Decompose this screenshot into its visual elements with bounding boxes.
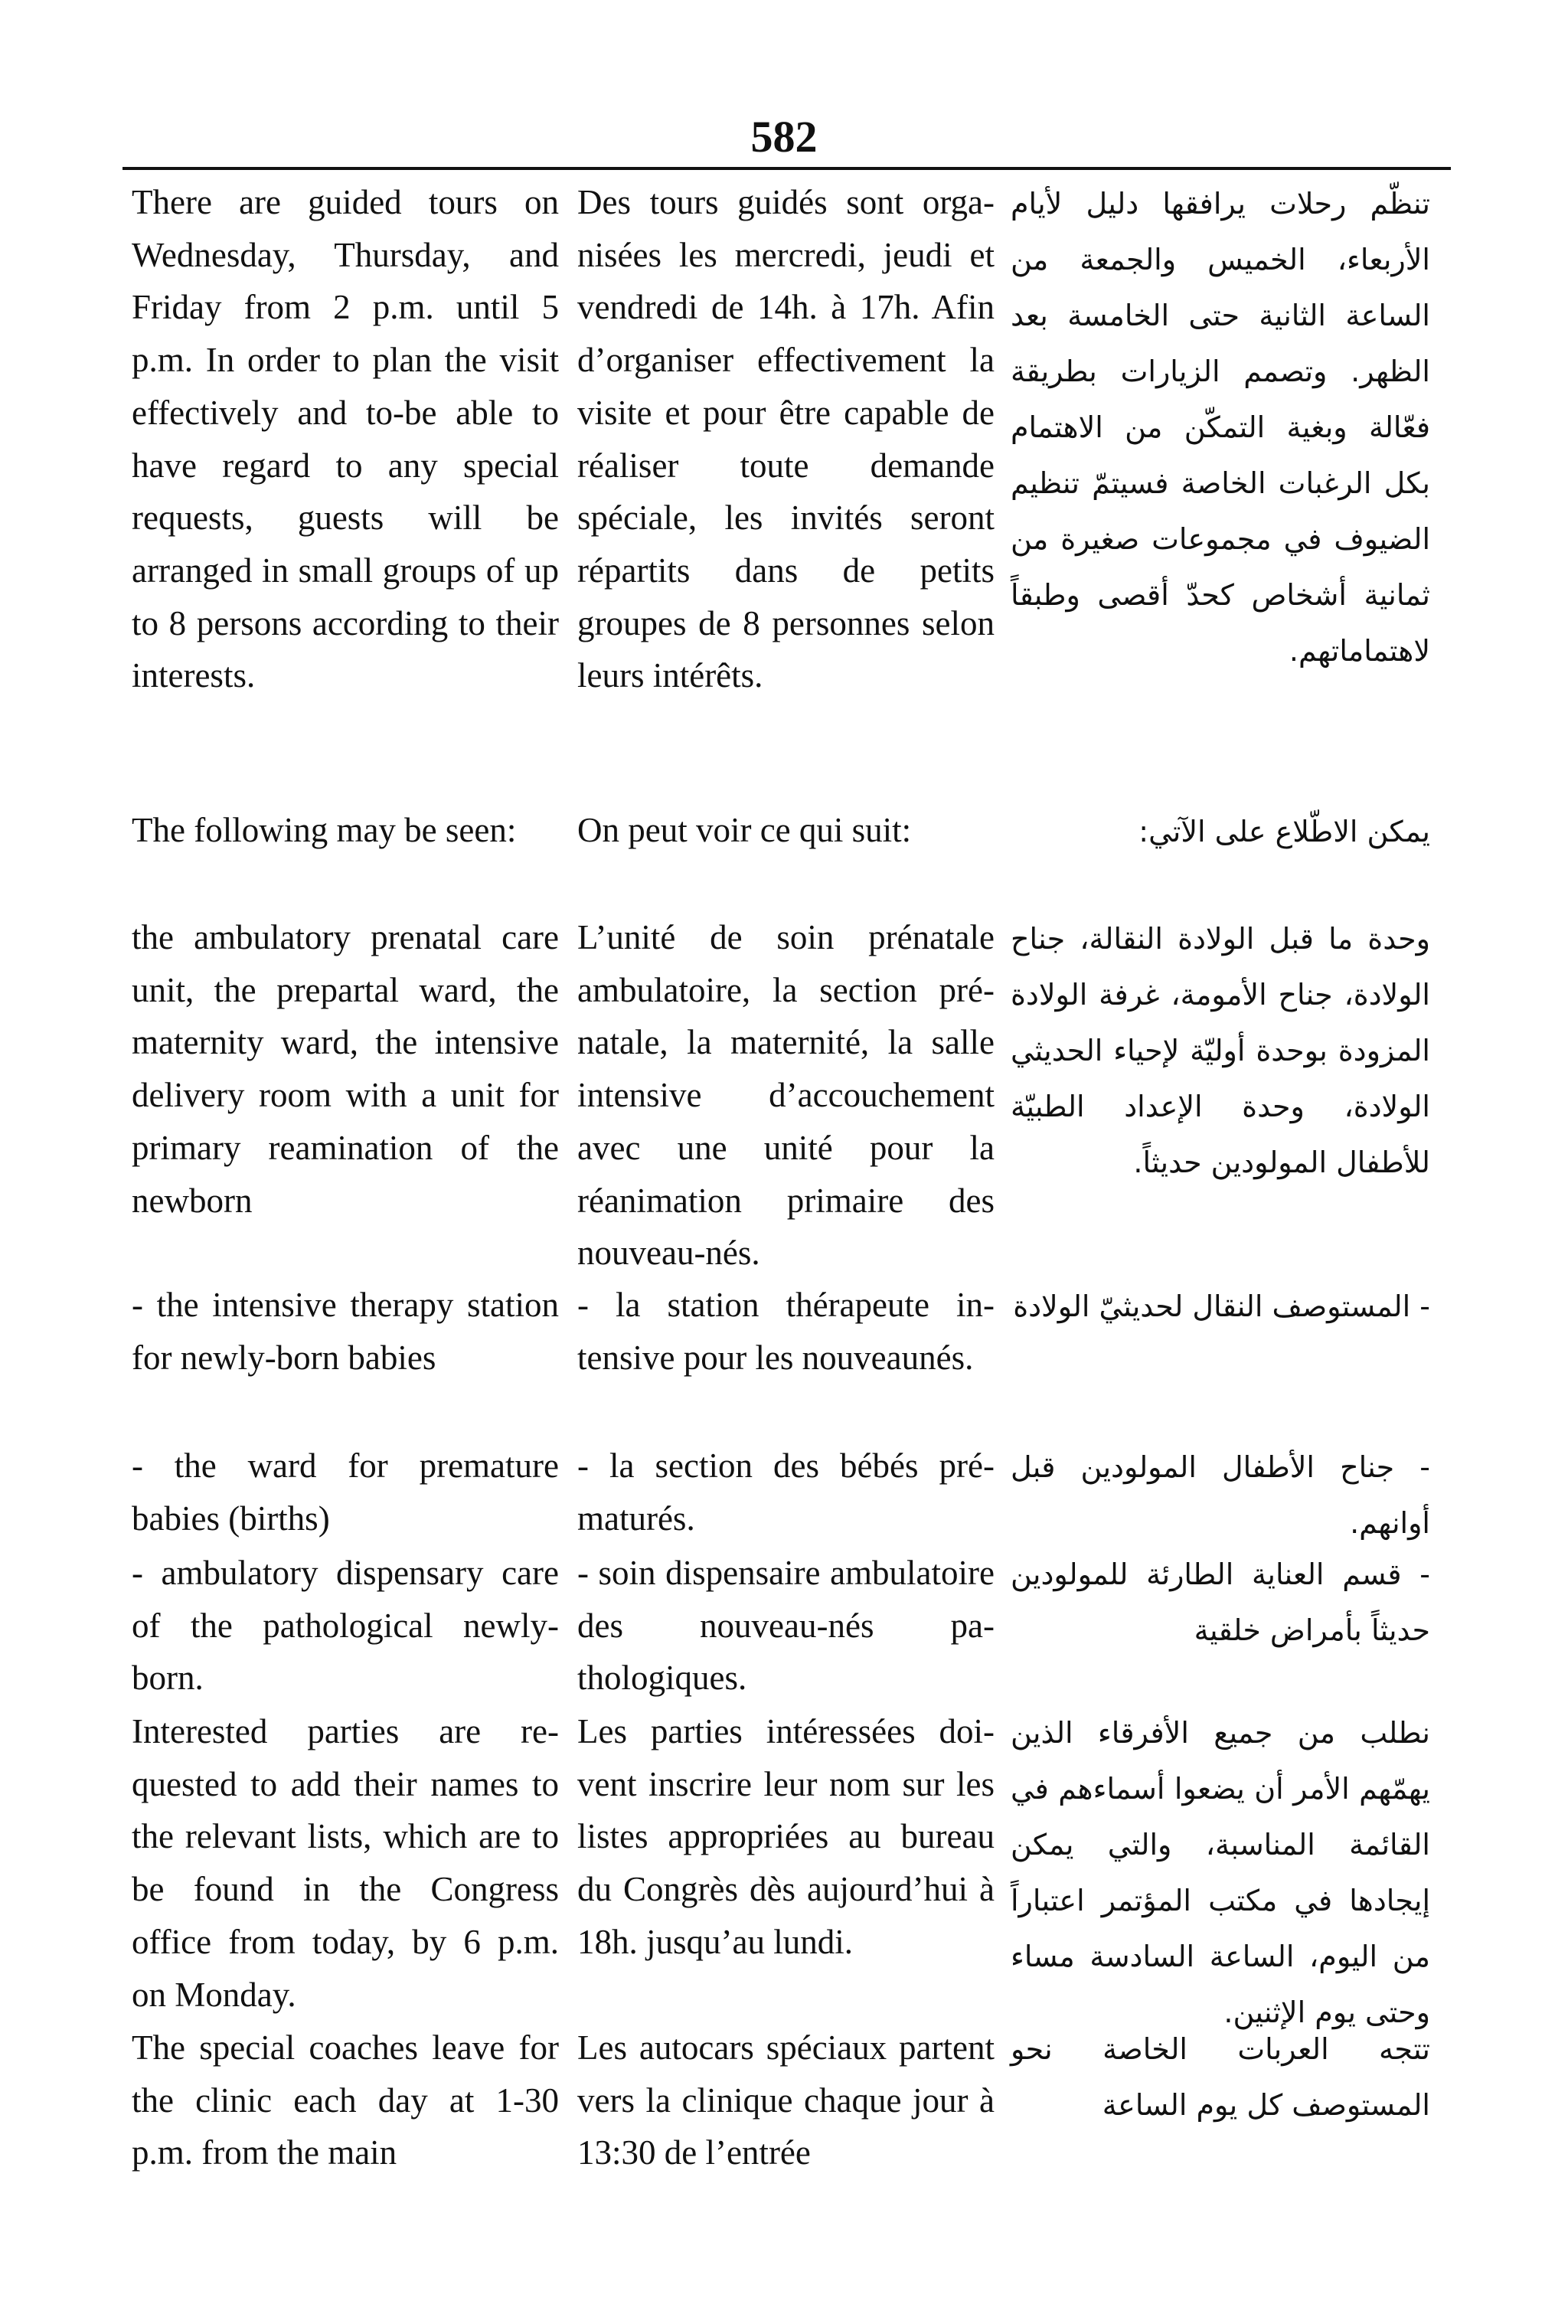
arabic-item-intensive-therapy: - المستوصف النقال لحديثيّ الولادة [1013,1289,1430,1323]
french-paragraph-guided-tours: Des tours guidés sont organisées les mercredi, jeudi et vendredi de 14h. à 17h. Afin d’organiser effectivement la visite et pour être capable de réaliser toute demande spéciale, les invités seront répartits dans de petits groupes de 8 personnes selon leurs intérêts. [577,183,995,695]
french-item-dispensary: - soin dispensaire ambulatoire des nouveau-nés pathologiques. [577,1554,995,1698]
english-paragraph-interested-parties: Interested parties are requested to add their names to the relevant lists, which are to be found in the Congress office from today, by 6 p.m. on Monday. [132,1712,559,2014]
header-rule [122,167,1451,170]
french-paragraph-units: L’unité de soin prénatale ambulatoire, la section prénatale, la maternité, la salle intensive d’accouchement avec une unité pour la réanimation primaire des nouveau-nés. [577,918,995,1273]
english-item-intensive-therapy: - the intensive therapy station for newly-born babies [132,1286,559,1377]
page-number: 582 [750,112,818,162]
english-item-dispensary: - ambulatory dispensary care of the pathological newly-born. [132,1554,559,1698]
english-paragraph-units: the ambulatory prenatal care unit, the prepartal ward, the maternity ward, the intensive delivery room with a unit for primary reamination of the newborn [132,918,559,1220]
english-paragraph-guided-tours: There are guided tours on Wednesday, Thursday, and Friday from 2 p.m. until 5 p.m. In order to plan the visit effectively and to-be able to have regard to any special requests, guests will be arranged in small groups of up to 8 persons according to their interests. [132,183,559,695]
arabic-paragraph-may-be-seen: يمكن الاطّلاع على الآتي: [1138,815,1430,848]
french-paragraph-coaches: Les autocars spéciaux partent vers la clinique chaque jour à 13:30 de l’entrée [577,2028,995,2172]
french-item-premature-section: - la section des bébés prématurés. [577,1446,995,1538]
french-paragraph-may-be-seen: On peut voir ce qui suit: [577,811,912,849]
arabic-item-emergency-care: - قسم العناية الطارئة للمولودين حديثاً بأمراض خلقية [1011,1558,1430,1647]
arabic-paragraph-guided-tours: تنظّم رحلات يرافقها دليل لأيام الأربعاء، الخميس والجمعة من الساعة الثانية حتى الخامسة بعد الظهر. وتصمم الزيارات بطريقة فعّالة وبغية التمكّن من الاهتمام بكل الرغبات الخاصة فسيتمّ تنظيم الضيوف في مجموعات صغيرة من ثمانية أشخاص كحدّ أقصى وطبقاً لاهتماماتهم. [1011,187,1430,668]
english-item-premature-ward: - the ward for premature babies (births) [132,1446,559,1538]
arabic-paragraph-units: وحدة ما قبل الولادة النقالة، جناح الولادة، جناح الأمومة، غرفة الولادة المزودة بوحدة أوليّة لإحياء الحديثي الولادة، وحدة الإعداد الطبيّة للأطفال المولودين حديثاً. [1011,922,1430,1179]
french-item-intensive-therapy: - la station thérapeute intensive pour les nouveaunés. [577,1286,995,1377]
english-paragraph-coaches: The special coaches leave for the clinic each day at 1-30 p.m. from the main [132,2028,559,2172]
arabic-item-premature-ward: - جناح الأطفال المولودين قبل أوانهم. [1011,1450,1430,1540]
arabic-paragraph-coaches: تتجه العربات الخاصة نحو المستوصف كل يوم الساعة [1011,2032,1430,2122]
english-paragraph-may-be-seen: The following may be seen: [132,811,517,849]
arabic-paragraph-interested-parties: نطلب من جميع الأفرقاء الذين يهمّهم الأمر أن يضعوا أسماءهم في القائمة المناسبة، والتي يمكن إيجادها في مكتب المؤتمر اعتباراً من اليوم، الساعة السادسة مساء وحتى يوم الإثنين. [1011,1716,1430,2029]
french-paragraph-interested-parties: Les parties intéressées doivent inscrire leur nom sur les listes appropriées au bureau du Congrès dès aujourd’hui à 18h. jusqu’au lundi. [577,1712,995,1961]
